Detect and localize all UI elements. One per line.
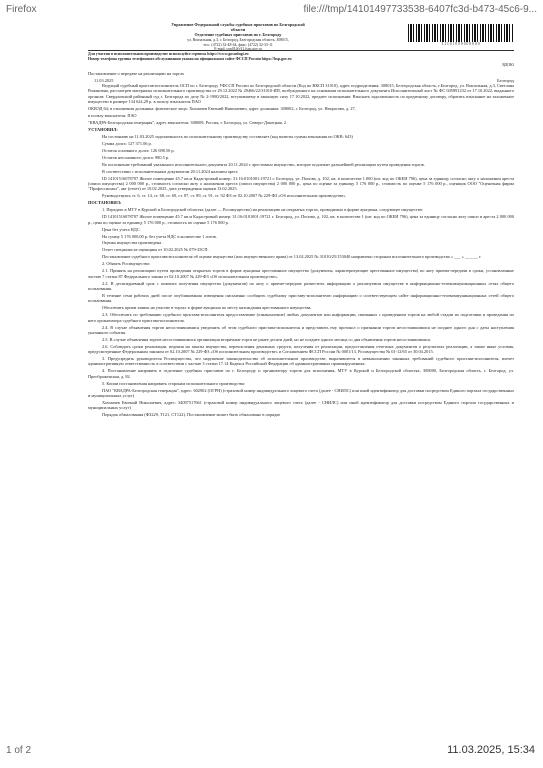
paragraph: Ведущий судебный пристав-исполнитель ОСП по г. Белгороду УФССП России по Белгородской области (Код по ВКСП 31010), адрес подразделения: 308015, Белгородская область, г.Белгород, ул. Вокзальная, д.3, Светлана Романовна, рассмотрев материалы исполнительного производства от 29.12.2022 № 29466/22/31010-ИП, возбужденного на основании исполнительного документа Исполнительный лист № ФС 045891232 от 17.10.2022, выданного органом: Свердловский районный суд г. Белгорода по делу № 2-1980/2022, вступившему в законную силу 17.10.2022, предмет исполнения: Взыскать задолженность по кредитному договору, обратить взыскание на заложенное имущество в размере 134 624,29 р. в пользу взыскателя ПАО	[88, 82, 514, 104]
letterhead-line: области	[230, 27, 246, 33]
paragraph: Порядок обжалования (ФЗ229, Т121, СТ122). Постановление может быть обжаловано в порядке	[102, 412, 281, 418]
document-title: Постановление о передаче на реализацию на торгах	[88, 71, 185, 76]
paragraph: 2.3. Обеспечить по требованию судебного пристава-исполнителя предоставление (ознакомление) любых документов или информации, связанных с проведением торгов на любой стадии их подготовки и проведения их него организатора судебного пристава-исполнителя.	[88, 312, 514, 323]
browser-url[interactable]: file:///tmp/14101497733538-6407fc3d-b473-45c6-9...	[303, 4, 537, 15]
paragraph: На сумму 5 176 000,00 р. без учета НДС в количестве 1 лотов.	[102, 233, 217, 239]
footer-timestamp: 11.03.2025, 15:34	[447, 744, 535, 756]
paragraph: 3. Предупредить руководителя Росимущества, что нарушение законодательства об исполнительном производстве, выразившееся в невыполнении законных требований судебного пристава-исполнителя, влечет административную ответственность в соответствии с частью 3 статьи 17.14 Кодекса Российской Федерации об административных правонарушениях.	[88, 356, 514, 367]
paragraph: ОКВЭД 64; в отношении должника: физическое лицо: Хохмачев Евгений Николаевич, адрес должника: 308002, г. Белгород, ул. Некрасова, д. 27,	[88, 105, 356, 111]
paragraph: Оценка имущества произведена .	[102, 240, 164, 246]
paragraph: 2. Обязать Росимущество:	[102, 261, 151, 267]
paragraph: 1. Передать в МТУ в Курской и Белгородской областях (далее — Росимущество) на реализацию на открытых торгах, проводимых в форме аукциона, следующее имущество:	[102, 207, 424, 213]
paragraph: На состоянию на 11.03.2025 задолженность по исполнительному производству составляет (код валюты суммы взыскания по ОКВ: 643)	[102, 133, 353, 139]
letterhead-line: ул. Вокзальная, д.3, г. Белгород, Белгородская область, 308015,	[187, 37, 289, 42]
paragraph: 2.4. В случае объявления торгов несостоявшимися уведомить об этом судебного пристава-исполнителя и представить ему протокол о признании торгов несостоявшимися не позднее одного дня с даты наступления указанного события.	[88, 324, 514, 335]
paragraph: 2.2. В десятидневный срок с момента получения имущества (документов) по акту о приеме-передаче разместить информацию о реализуемом имуществе в информационно-телекоммуникационных сетях общего пользования.	[88, 280, 514, 291]
letterhead-line: тел.: (4722) 32-48-44, факс: (4722) 32-33-11	[203, 42, 273, 47]
page-count: 1 of 2	[6, 745, 32, 756]
letterhead-line: Управление Федеральной службы судебных приставов по Белгородской	[171, 22, 305, 27]
paragraph: Остаток неосновного долга: 980.5 р.	[102, 154, 170, 160]
paragraph: Руководствуясь ст. 6, ст. 14, ст. 68, ст. 69, ст. 87, ст. 89, ст. 91, ст. 92 ФЗ от 02.10.2007 № 229-ФЗ «Об исполнительном производстве»	[102, 193, 346, 199]
letterhead-line: E-mail: osp01@r31.fssp.gov.ru	[214, 47, 262, 52]
paragraph: 2.6. Соблюдать сроки реализации, ведения на заказы имущества, перечисления денежных средств, получения от реализации, предоставления отчетных документов о результатах реализации, а также иные условия, предусмотренные Федеральным законом от 02.10.2007 № 229-ФЗ «Об исполнительном производстве» и Соглашением ФССП России № 0001/13, Росимущества № 01-12/65 от 30.04.2015.	[88, 343, 514, 355]
paragraph: 4. Постановление направить в отделение судебных приставов по г. Белгороду и организатору торгов для исполнения, МТУ в Курской и Белгородской областях, 308000, Белгородская область, г. Белгород, ул. Преображенская, д. 82.	[88, 368, 514, 379]
letterhead-line: Отделение судебных приставов по г. Белгороду	[194, 32, 282, 38]
legal-line: Для участия в исполнительном производстве используйте сервисы https://www.gosuslugi.ru	[88, 51, 249, 56]
document-body	[88, 71, 514, 419]
paragraph: в пользу взыскателя: ПАО	[88, 112, 137, 118]
document-city: Белгород	[497, 77, 514, 83]
paragraph: "КВАДРА-Белгородская генерация", адрес взыскателя: 308009, Россия, г. Белгород, ул. Северо-Донецкая, 2	[88, 119, 287, 125]
paragraph: В течение семи рабочих дней после опубликования извещения письменно сообщить судебному приставу-исполнителю информацию о соответствующем сайте информационно-телекоммуникационных сетей общего пользования.	[88, 292, 514, 304]
document-date: 11.03.2025	[94, 77, 114, 83]
legal-line: Номер телефона группы телефонного обслуживания указан на официальном сайте ФССП России https://fssp.gov.ru	[88, 56, 292, 61]
barcode-number: 31101000000000	[441, 42, 481, 46]
paragraph: ID 14101516078707 Жилое помещение 45.7 кв.м Кадастровый номер: 31:16:0101001:19721 г. Белгород, ул. Попова, д. 102, кв. в количестве 1 (шт. код по ОКЕИ 796), цена за единицу согласно акту описи и ареста 2 000 000 р., цена по оценке за единицу 5 176 000 р., стоимость по оценке 5 176 000 р.	[88, 214, 514, 225]
paragraph: ПАО "КВАДРА-Белгородская генерация", адрес: 602902 (ОГРН) (страховой номер индивидуального лицевого счета (далее - СНИЛС) или иной идентификатор для доставки посредством Единого портала государственных и муниципальных услуг)	[88, 387, 514, 398]
section-heading: УСТАНОВИЛ:	[88, 126, 118, 132]
paragraph: 2.1. Принять на реализацию путем проведения открытых торгов в форме аукциона арестованное имущество (документы, характеризующие арестованное имущество) по акту приема-передачи в сроки, установленные частью 7 статьи 87 Федерального закона от 02.10.2007 № 229-ФЗ «Об исполнительном производстве».	[88, 268, 514, 279]
paragraph: Хохмачев Евгений Николаевич, адрес: 34097517661 (страховой номер индивидуального лицевого счета (далее - СНИЛС) или иной идентификатор для доставки посредством Единого портала государственных и муниципальных услуг)	[88, 399, 514, 411]
browser-title: Firefox	[6, 4, 37, 15]
document-page	[88, 22, 514, 754]
paragraph: Сумма долга: 127 371.06 р.	[102, 140, 152, 146]
paragraph: Цена без учета НДС.	[102, 226, 141, 232]
section-heading: ПОСТАНОВИЛ:	[88, 200, 122, 206]
document-id: ВДОЮ	[502, 63, 514, 67]
legal-info	[88, 50, 514, 62]
paragraph: 2.5. В случае объявления торгов несостоявшимися организация вторичные торги не ранее десяти дней, но не позднее одного месяца со дня объявления торгов несостоявшимися.	[102, 336, 432, 342]
paragraph: Во исполнение требований указанного исполнительного документа 20.11.2024 г. арестовано имущество, которое подлежит дальнейшей реализации путем проведения торгов.	[102, 161, 425, 167]
paragraph: Постановление судебного пристава-исполнителя об оценке имущества (или имущественного права) от 13.02.2025 № 31010/25/153040 направлено сторонам исполнительного производства « ___ » ______ г.	[102, 254, 482, 260]
paragraph: Обеспечить прием заявок на участие в торгах в форме аукциона по месту нахождения арестованного имущества.	[102, 305, 312, 311]
paragraph: Остаток основного долга: 126 698.56 р.	[102, 147, 175, 153]
paragraph: Отчет специалиста-оценщика от 10.02.2025 № 079-25СП.	[102, 247, 209, 253]
paragraph: В соответствии с исполнительным документом 20.11.2024 наложен арест.	[102, 168, 239, 174]
letterhead	[88, 22, 388, 52]
barcode	[408, 24, 514, 42]
paragraph: 5. Копии постановления направить сторонам исполнительного производства:	[102, 380, 246, 386]
paragraph: ID 14101516078707 Жилое помещение 45.7 кв.м Кадастровый номер: 31:16:0101001:19721 г. Белгород, ул. Попова, д. 102, кв. в количестве 1.000 (шт. код по ОКЕИ 796), цена за единицу согласно акту о наложении ареста (описи имущества) 2 000 000 р., стоимость согласно акту о наложении ареста (описи имущества) 2 000 000 р., цена по оценке за единицу 5 176 000 р., стоимость по оценке 5 176 000 р., оценщик ООО "Оценочная фирма "Профессионал", акт (отчет) от 10.02.2025, дата утверждения оценки 13.02.2025.	[88, 175, 514, 192]
